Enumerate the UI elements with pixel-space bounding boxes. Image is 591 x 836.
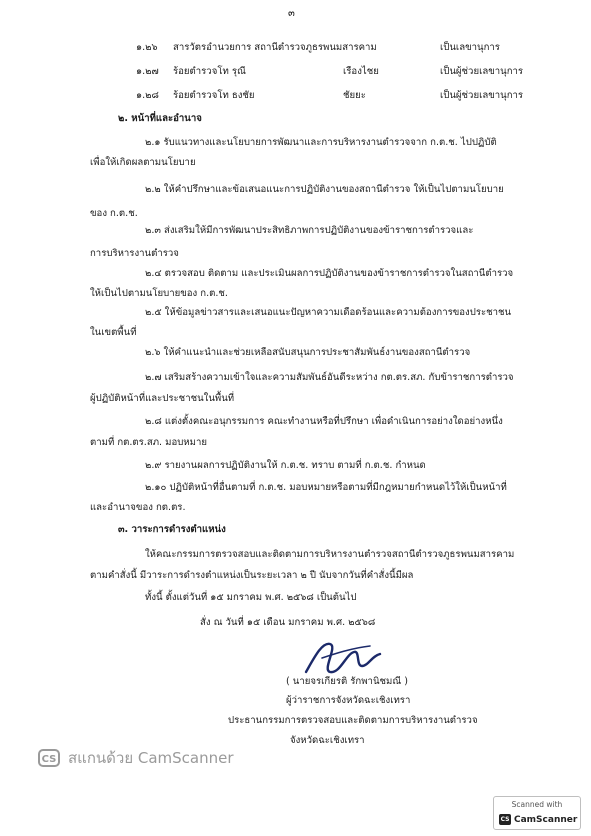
duty-line: ๒.๙ รายงานผลการปฏิบัติงานให้ ก.ต.ช. ทราบ ตามที่ ก.ต.ช. กำหนด (145, 460, 426, 471)
duty-line: การบริหารงานตำรวจ (90, 248, 179, 259)
duty-line: ตามที่ กต.ตร.สภ. มอบหมาย (90, 437, 207, 448)
page-number: ๓ (288, 8, 295, 19)
member-district: ชัยยะ (343, 90, 366, 101)
member-role: เป็นเลขานุการ (440, 42, 500, 53)
duty-line: ของ ก.ต.ช. (90, 208, 138, 219)
duty-line: ๒.๖ ให้คำแนะนำและช่วยเหลือสนับสนุนการประชาสัมพันธ์งานของสถานีตำรวจ (145, 347, 471, 358)
duty-line: ๒.๘ แต่งตั้งคณะอนุกรรมการ คณะทำงานหรือที่ปรึกษา เพื่อดำเนินการอย่างใดอย่างหนึ่ง (145, 416, 503, 427)
badge-brand-text: CamScanner (514, 815, 578, 825)
duty-line: ในเขตพื้นที่ (90, 327, 137, 338)
badge-caption: Scanned with (511, 800, 563, 809)
effective-date-line: ทั้งนี้ ตั้งแต่วันที่ ๑๕ มกราคม พ.ศ. ๒๕๖๘ เป็นต้นไป (145, 592, 357, 603)
signer-title: ประธานกรรมการตรวจสอบและติดตามการบริหารงานตำรวจ (228, 715, 478, 726)
member-no: ๑.๒๘ (136, 90, 159, 101)
member-no: ๑.๒๖ (136, 42, 158, 53)
watermark-text: สแกนด้วย CamScanner (68, 749, 234, 767)
duty-line: และอำนาจของ กต.ตร. (90, 502, 186, 513)
term-line: ตามคำสั่งนี้ มีวาระการดำรงตำแหน่งเป็นระยะเวลา ๒ ปี นับจากวันที่คำสั่งนี้มีผล (90, 570, 414, 581)
scanned-with-badge (493, 796, 581, 830)
section-heading: ๓. วาระการดำรงตำแหน่ง (118, 524, 226, 535)
signer-title: จังหวัดฉะเชิงเทรา (290, 735, 365, 746)
ordered-date-line: สั่ง ณ วันที่ ๑๕ เดือน มกราคม พ.ศ. ๒๕๖๘ (200, 617, 376, 628)
camscanner-logo-icon: CS (38, 749, 60, 767)
duty-line: เพื่อให้เกิดผลตามนโยบาย (90, 157, 196, 168)
member-district: เรืองไชย (343, 66, 379, 77)
member-name: ร้อยตำรวจโท ธงชัย (173, 90, 255, 101)
duty-line: ๒.๕ ให้ข้อมูลข่าวสารและเสนอแนะปัญหาความเดือดร้อนและความต้องการของประชาชน (145, 307, 512, 318)
section-heading: ๒. หน้าที่และอำนาจ (118, 113, 202, 124)
duty-line: ๒.๗ เสริมสร้างความเข้าใจและความสัมพันธ์อันดีระหว่าง กต.ตร.สภ. กับข้าราชการตำรวจ (145, 372, 514, 383)
duty-line: ผู้ปฏิบัติหน้าที่และประชาชนในพื้นที่ (90, 393, 235, 404)
term-line: ให้คณะกรรมการตรวจสอบและติดตามการบริหารงานตำรวจสถานีตำรวจภูธรพนมสารคาม (145, 549, 515, 560)
duty-line: ให้เป็นไปตามนโยบายของ ก.ต.ช. (90, 288, 228, 299)
member-role: เป็นผู้ช่วยเลขานุการ (440, 66, 524, 77)
member-name: ร้อยตำรวจโท รุณี (173, 66, 246, 77)
member-role: เป็นผู้ช่วยเลขานุการ (440, 90, 524, 101)
duty-line: ๒.๓ ส่งเสริมให้มีการพัฒนาประสิทธิภาพการปฏิบัติงานของข้าราชการตำรวจและ (145, 225, 474, 236)
duty-line: ๒.๒ ให้คำปรึกษาและข้อเสนอแนะการปฏิบัติงานของสถานีตำรวจ ให้เป็นไปตามนโยบาย (145, 184, 504, 195)
signer-title: ผู้ว่าราชการจังหวัดฉะเชิงเทรา (286, 695, 411, 706)
member-name: สารวัตรอำนวยการ สถานีตำรวจภูธรพนมสารคาม (173, 42, 377, 53)
camscanner-icon: CS (500, 816, 510, 823)
duty-line: ๒.๑ รับแนวทางและนโยบายการพัฒนาและการบริหารงานตำรวจจาก ก.ต.ช. ไปปฏิบัติ (145, 137, 497, 148)
signer-name: ( นายจรเกียรติ รักพานิชมณี ) (286, 676, 409, 687)
duty-line: ๒.๑๐ ปฏิบัติหน้าที่อื่นตามที่ ก.ต.ช. มอบหมายหรือตามที่มีกฎหมายกำหนดไว้ให้เป็นหน้าที่ (145, 482, 507, 493)
badge-brand (499, 813, 577, 827)
member-no: ๑.๒๗ (136, 66, 159, 77)
duty-line: ๒.๔ ตรวจสอบ ติดตาม และประเมินผลการปฏิบัติงานของข้าราชการตำรวจในสถานีตำรวจ (145, 268, 514, 279)
signature-icon (300, 632, 390, 682)
